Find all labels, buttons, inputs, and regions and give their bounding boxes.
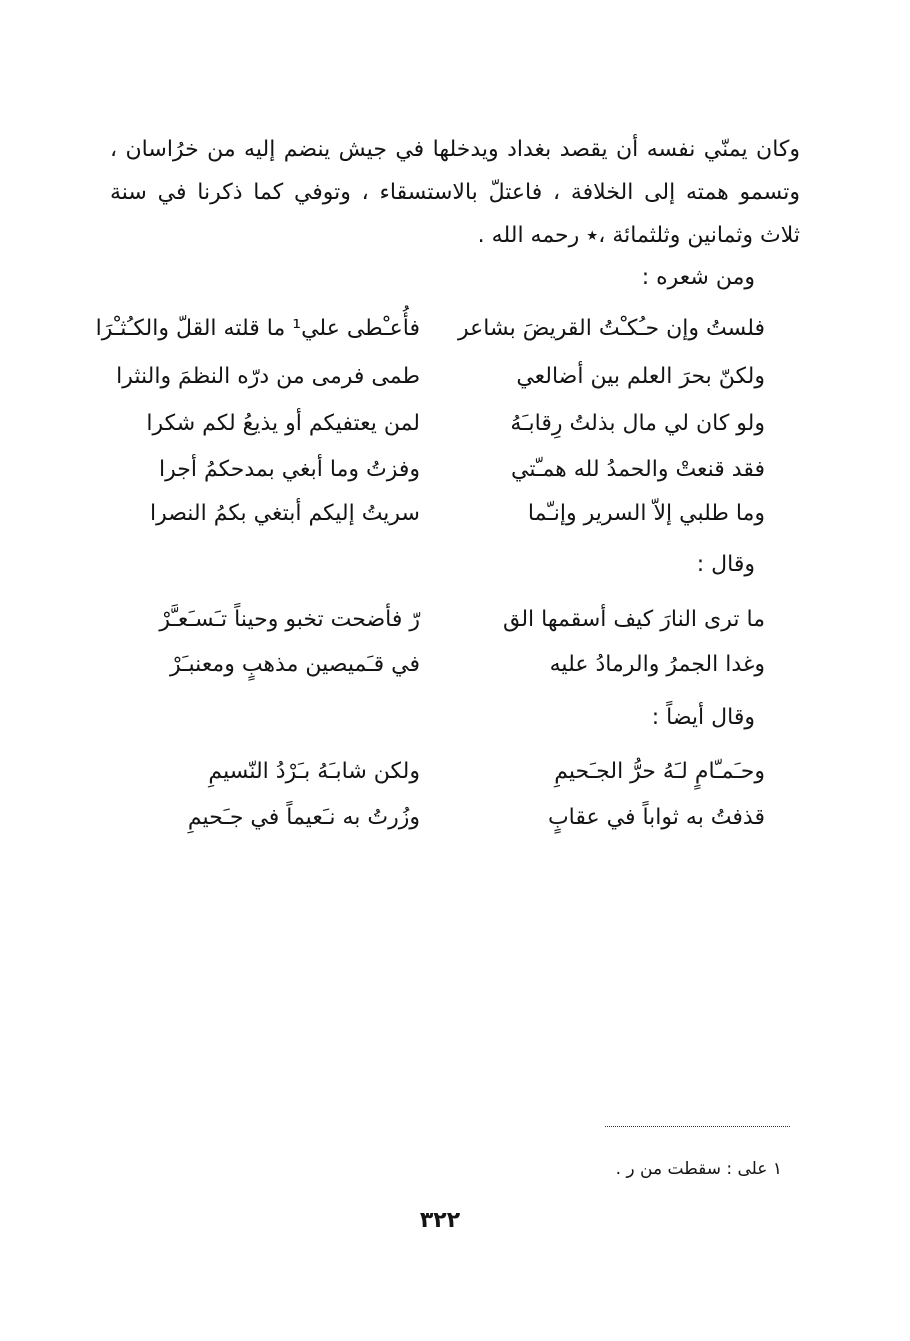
verse-hemistich-first: وغدا الجمرُ والرمادُ عليه (549, 652, 765, 677)
verse-hemistich-second: فأُعـْطى علي¹ ما قلته القلّ والكـُثـْرَا (95, 316, 420, 341)
page-number: ٣٢٢ (419, 1208, 461, 1233)
verse-hemistich-second: سريتُ إليكم أبتغي بكمُ النصرا (149, 501, 420, 526)
verse-hemistich-first: فلستُ وإن حـُكـْتُ القريضَ بشاعر (457, 316, 765, 341)
verse-line (0, 357, 910, 397)
verse-hemistich-first: ولو كان لي مال بذلتُ رِقابـَهُ (510, 411, 765, 436)
verse-line (0, 798, 910, 838)
verse-hemistich-second: وزُرتُ به نـَعيماً في جـَحيمِ (187, 805, 420, 830)
verse-hemistich-first: فقد قنعتْ والحمدُ لله همـّتي (511, 457, 765, 482)
verse-hemistich-first: ولكنّ بحرَ العلم بين أضالعي (516, 364, 765, 389)
verse-hemistich-second: رّ فأضحت تخبو وحيناً تـَسـَعـَّرْ (159, 607, 420, 632)
verse-hemistich-second: في قـَميصين مذهبٍ ومعنبـَرْ (169, 652, 420, 677)
verse-hemistich-second: وفزتُ وما أبغي بمدحكمُ أجرا (158, 457, 420, 482)
verse-hemistich-second: لمن يعتفيكم أو يذيعُ لكم شكرا (146, 411, 420, 436)
poem-intro-1: ومن شعره : (641, 265, 755, 290)
poem-intro-3: وقال أيضاً : (651, 705, 755, 730)
verse-hemistich-first: وحـَمـّامٍ لـَهُ حرُّ الجـَحيمِ (554, 759, 765, 784)
verse-line (0, 494, 910, 534)
verse-line (0, 752, 910, 792)
prose-text: وكان يمنّي نفسه أن يقصد بغداد ويدخلها في جيش ينضم إليه من خرُاسان ، وتسمو همته إلى الخلافة ، فاعتلّ بالاستسقاء ، وتوفي كما ذكرنا في سنة ثلاث وثمانين وثلثمائة ،٭ رحمه الله . (110, 137, 800, 248)
prose-paragraph (110, 128, 800, 257)
verse-line (0, 404, 910, 444)
poem-intro-2: وقال : (696, 552, 755, 577)
verse-hemistich-second: ولكن شابـَهُ بـَرْدُ النّسيمِ (208, 759, 420, 784)
verse-line (0, 600, 910, 640)
footnote: ١ على : سقطت من ر . (615, 1159, 782, 1179)
verse-hemistich-second: طمى فرمى من درّه النظمَ والنثرا (116, 364, 420, 389)
verse-line (0, 309, 910, 349)
verse-hemistich-first: ما ترى النارَ كيف أسقمها الق (502, 607, 765, 632)
verse-hemistich-first: وما طلبي إلاّ السرير وإنـّما (527, 501, 765, 526)
verse-hemistich-first: قذفتُ به ثواباً في عقابٍ (547, 805, 765, 830)
footnote-divider (605, 1126, 790, 1127)
verse-line (0, 450, 910, 490)
verse-line (0, 645, 910, 685)
